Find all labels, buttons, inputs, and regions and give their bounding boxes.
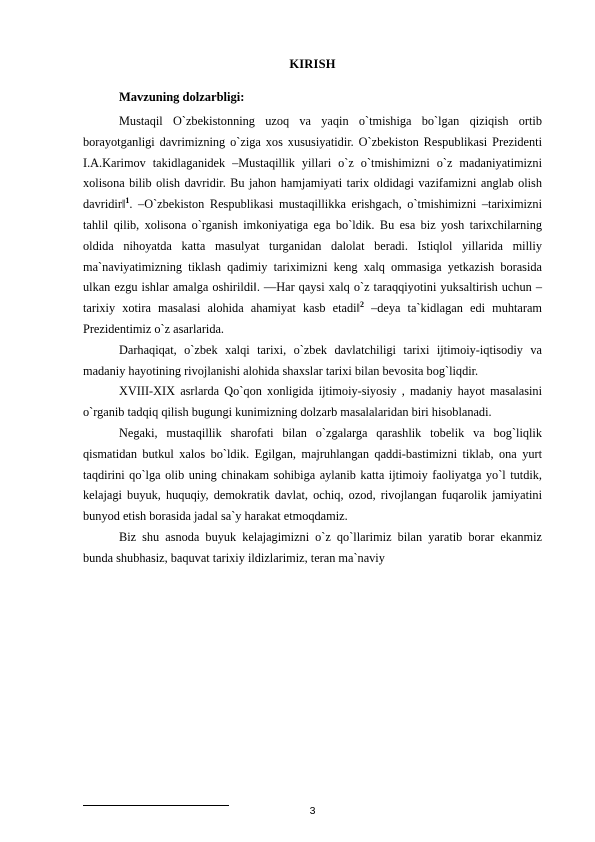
- paragraph: [83, 423, 542, 527]
- section-subheading: Mavzuning dolzarbligi:: [119, 90, 245, 104]
- text-segment: Biz shu asnoda buyuk kelajagimizni o`z qo`llarimiz bilan yaratib borar ekanmiz bunda shubhasiz, baquvat tarixiy ildizlarimiz, teran ma`naviy: [83, 529, 542, 565]
- body-text: [83, 111, 542, 569]
- paragraph: [83, 111, 542, 340]
- text-segment: Darhaqiqat, o`zbek xalqi tarixi, o`zbek davlatchiligi tarixi ijtimoiy-iqtisodiy va madaniy hayotining rivojlanishi alohida shaxslar tarixi bilan bevosita bog`liqdir.: [83, 342, 542, 378]
- text-segment: Mustaqil O`zbekistonning uzoq va yaqin o`tmishiga bo`lgan qiziqish ortib borayotganligi davrimizning o`ziga xos xususiyatidir. O`zbekiston Respublikasi Prezidenti I.A.Karimov takidlaganidek –Mustaqillik yillari o`z o`tmishimizni o`z madaniyatimizni xolisona bilib olish davridir. Bu jahon hamjamiyati tarix oldidagi vazifamizni anglab olish davridir‖: [83, 114, 542, 212]
- page-number: 3: [309, 805, 316, 817]
- text-segment: XVIII-XIX asrlarda Qo`qon xonligida ijtimoiy-siyosiy , madaniy hayot masalasini o`rganib tadqiq qilish bugungi kunimizning dolzarb masalalaridan biri hisoblanadi.: [83, 384, 542, 420]
- footnote-ref-2[interactable]: 2: [359, 300, 364, 310]
- footnote-ref-1[interactable]: 1: [125, 196, 130, 206]
- text-segment: . –O`zbekiston Respublikasi mustaqillikka erishgach, o`tmishimizni –tariximizni tahlil qilib, xolisona o`rganish imkoniyatiga ega bo`ldik. Bu esa biz yosh tarixchilarning oldida nihoyatda katta masulyat turganidan dalolat beradi. Istiqlol yillarida milliy ma`naviyatimizning tiklash qadimiy tariximizni keng xalq ommasiga yetkazish borasida ulkan ezgu ishlar amalga oshirildi‖. ―Har qaysi xalq o`z taraqqiyotini yuksaltirish uchun –tarixiy xotira masalasi alohida ahamiyat kasb etadi‖: [83, 197, 542, 316]
- page-title: KIRISH: [289, 57, 336, 71]
- text-segment: –deya ta`kidlagan edi muhtaram Prezidentimiz o`z asarlarida.: [83, 301, 542, 336]
- document-page: [83, 0, 542, 842]
- paragraph: [83, 340, 542, 382]
- text-segment: Negaki, mustaqillik sharofati bilan o`zgalarga qarashlik tobelik va bog`liqlik qismatidan butkul xalos bo`ldik. Egilgan, majruhlangan qaddi-bastimizni tiklab, ona yurt taqdirini qo`lga olib uning chinakam sohibiga aylanib katta ijtimoiy faoliyatga yo`l tutdik, kelajagi buyuk, huquqiy, demokratik davlat, ochiq, ozod, rivojlangan fuqarolik jamiyatini bunyod etish borasida jadal sa`y harakat etmoqdamiz.: [83, 425, 542, 524]
- paragraph: [83, 381, 542, 423]
- paragraph: [83, 527, 542, 569]
